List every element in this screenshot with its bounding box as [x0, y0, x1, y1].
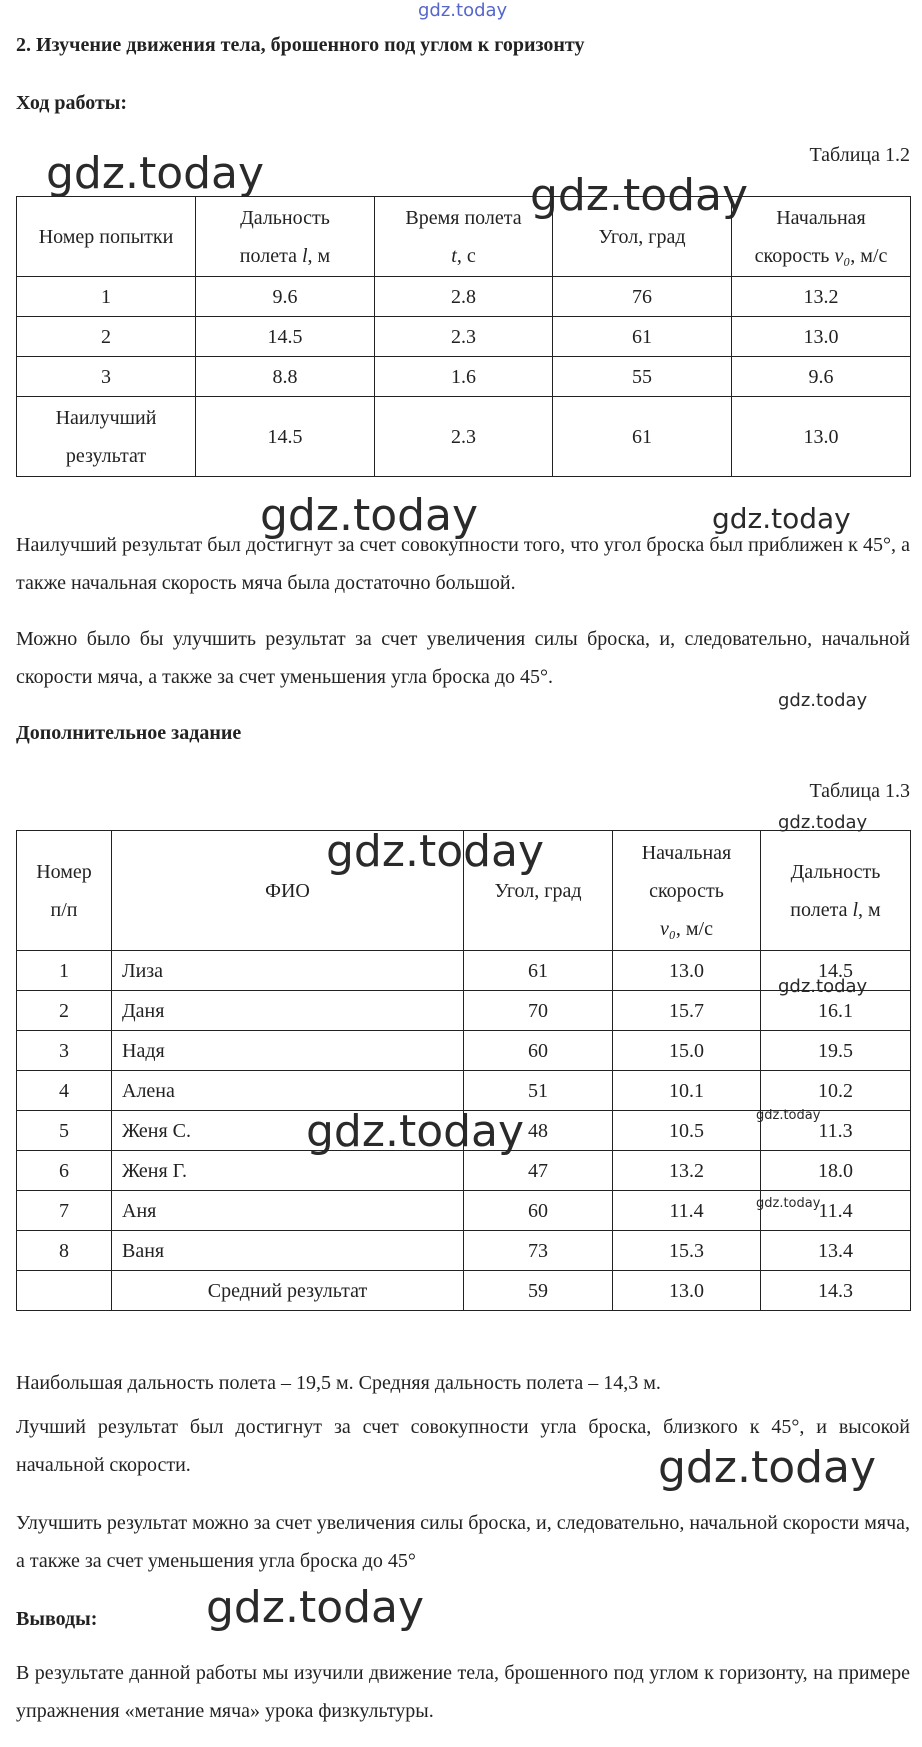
- cell: 1: [17, 277, 196, 317]
- header-angle: Угол, град: [464, 831, 613, 951]
- header-attempt: Номер попытки: [17, 197, 196, 277]
- watermark: gdz.today: [260, 490, 479, 541]
- table-row: [17, 357, 911, 397]
- cell: 10.1: [613, 1071, 761, 1111]
- table-row: [17, 1031, 911, 1071]
- cell: 15.3: [613, 1231, 761, 1271]
- table-row: [17, 1151, 911, 1191]
- cell: 1: [17, 951, 112, 991]
- best-result-row: [17, 397, 911, 477]
- cell: 2: [17, 317, 196, 357]
- conclusion-paragraph: В результате данной работы мы изучили движение тела, брошенного под углом к горизонту, на примере упражнения «метание мяча» урока физкультуры.: [16, 1662, 910, 1722]
- cell: 9.6: [196, 277, 375, 317]
- table1-caption: Таблица 1.2: [809, 144, 910, 166]
- watermark: gdz.today: [756, 1196, 821, 1211]
- cell: 48: [464, 1111, 613, 1151]
- cell: 61: [553, 397, 732, 477]
- progress-heading: Ход работы:: [16, 92, 128, 114]
- cell: 15.0: [613, 1031, 761, 1071]
- cell: 8: [17, 1231, 112, 1271]
- paragraph: Наилучший результат был достигнут за счет совокупности того, что угол броска был приближен к 45°, а также начальная скорость мяча была достаточно большой.: [16, 534, 910, 594]
- cell: 1.6: [375, 357, 553, 397]
- watermark: gdz.today: [778, 690, 868, 711]
- cell: 19.5: [761, 1031, 911, 1071]
- cell: 13.0: [613, 951, 761, 991]
- cell: 2: [17, 991, 112, 1031]
- table-header-row: [17, 831, 911, 951]
- watermark: gdz.today: [778, 812, 868, 833]
- cell: 55: [553, 357, 732, 397]
- header-time: Время полета t, с: [375, 197, 553, 277]
- cell: 14.5: [196, 397, 375, 477]
- watermark: gdz.today: [46, 148, 265, 199]
- cell: 61: [553, 317, 732, 357]
- paragraph: Лучший результат был достигнут за счет совокупности угла броска, близкого к 45°, и высокой начальной скорости.: [16, 1416, 910, 1476]
- cell: Надя: [112, 1031, 464, 1071]
- cell: 14.3: [761, 1271, 911, 1311]
- header-distance: Дальность полета l, м: [761, 831, 911, 951]
- cell: 13.4: [761, 1231, 911, 1271]
- table-row: [17, 1231, 911, 1271]
- cell: 16.1: [761, 991, 911, 1031]
- cell: [17, 1271, 112, 1311]
- cell: 8.8: [196, 357, 375, 397]
- cell: 2.3: [375, 397, 553, 477]
- cell: 2.3: [375, 317, 553, 357]
- watermark: gdz.today: [326, 826, 545, 877]
- paragraph: Наибольшая дальность полета – 19,5 м. Средняя дальность полета – 14,3 м.: [16, 1372, 661, 1394]
- watermark: gdz.today: [756, 1108, 821, 1123]
- table2-caption: Таблица 1.3: [809, 780, 910, 802]
- header-speed: Начальная скорость v₀, м/с: [732, 197, 911, 277]
- cell: 4: [17, 1071, 112, 1111]
- cell: 13.0: [613, 1271, 761, 1311]
- table-row: [17, 1191, 911, 1231]
- table-row: [17, 991, 911, 1031]
- header-speed: Начальная скорость v₀, м/с: [613, 831, 761, 951]
- cell: 60: [464, 1191, 613, 1231]
- cell: 18.0: [761, 1151, 911, 1191]
- cell: 13.2: [732, 277, 911, 317]
- cell: 9.6: [732, 357, 911, 397]
- students-table: [16, 830, 911, 1311]
- cell: 2.8: [375, 277, 553, 317]
- watermark: gdz.today: [658, 1442, 877, 1493]
- cell: 13.0: [732, 317, 911, 357]
- table-row: [17, 951, 911, 991]
- cell: 59: [464, 1271, 613, 1311]
- cell: 13.0: [732, 397, 911, 477]
- paragraph: Улучшить результат можно за счет увеличения силы броска, и, следовательно, начальной скорости мяча, а также за счет уменьшения угла броска до 45°: [16, 1512, 910, 1572]
- cell: 51: [464, 1071, 613, 1111]
- watermark-top: gdz.today: [418, 0, 508, 21]
- cell: Аня: [112, 1191, 464, 1231]
- table-header-row: [17, 197, 911, 277]
- cell: Женя С.: [112, 1111, 464, 1151]
- header-name: ФИО: [112, 831, 464, 951]
- table-row: [17, 1111, 911, 1151]
- cell: 3: [17, 1031, 112, 1071]
- cell: Алена: [112, 1071, 464, 1111]
- watermark: gdz.today: [306, 1106, 525, 1157]
- average-row: [17, 1271, 911, 1311]
- table-row: [17, 317, 911, 357]
- cell: 6: [17, 1151, 112, 1191]
- paragraph: Можно было бы улучшить результат за счет увеличения силы броска, и, следовательно, начальной скорости мяча, а также за счет уменьшения угла броска до 45°.: [16, 628, 910, 688]
- cell: 15.7: [613, 991, 761, 1031]
- watermark: gdz.today: [778, 976, 868, 997]
- watermark: gdz.today: [712, 502, 851, 535]
- header-number: Номер п/п: [17, 831, 112, 951]
- cell: 70: [464, 991, 613, 1031]
- conclusions-heading: Выводы:: [16, 1608, 98, 1630]
- header-angle: Угол, град: [553, 197, 732, 277]
- watermark: gdz.today: [530, 170, 749, 221]
- cell: Ваня: [112, 1231, 464, 1271]
- cell: 5: [17, 1111, 112, 1151]
- cell: 3: [17, 357, 196, 397]
- best-label: Наилучший результат: [17, 397, 196, 477]
- cell: 73: [464, 1231, 613, 1271]
- table-row: [17, 1071, 911, 1111]
- header-distance: Дальность полета l, м: [196, 197, 375, 277]
- cell: Лиза: [112, 951, 464, 991]
- watermark: gdz.today: [206, 1582, 425, 1633]
- cell: Даня: [112, 991, 464, 1031]
- cell: 61: [464, 951, 613, 991]
- cell: 76: [553, 277, 732, 317]
- cell: 11.4: [761, 1191, 911, 1231]
- cell: 47: [464, 1151, 613, 1191]
- cell: 14.5: [761, 951, 911, 991]
- cell: 11.3: [761, 1111, 911, 1151]
- average-label: Средний результат: [112, 1271, 464, 1311]
- cell: 11.4: [613, 1191, 761, 1231]
- section-title: 2. Изучение движения тела, брошенного под углом к горизонту: [16, 34, 585, 56]
- cell: 10.5: [613, 1111, 761, 1151]
- table-row: [17, 277, 911, 317]
- cell: 14.5: [196, 317, 375, 357]
- cell: Женя Г.: [112, 1151, 464, 1191]
- extra-task-heading: Дополнительное задание: [16, 722, 242, 744]
- results-table: [16, 196, 911, 477]
- cell: 7: [17, 1191, 112, 1231]
- cell: 13.2: [613, 1151, 761, 1191]
- cell: 60: [464, 1031, 613, 1071]
- cell: 10.2: [761, 1071, 911, 1111]
